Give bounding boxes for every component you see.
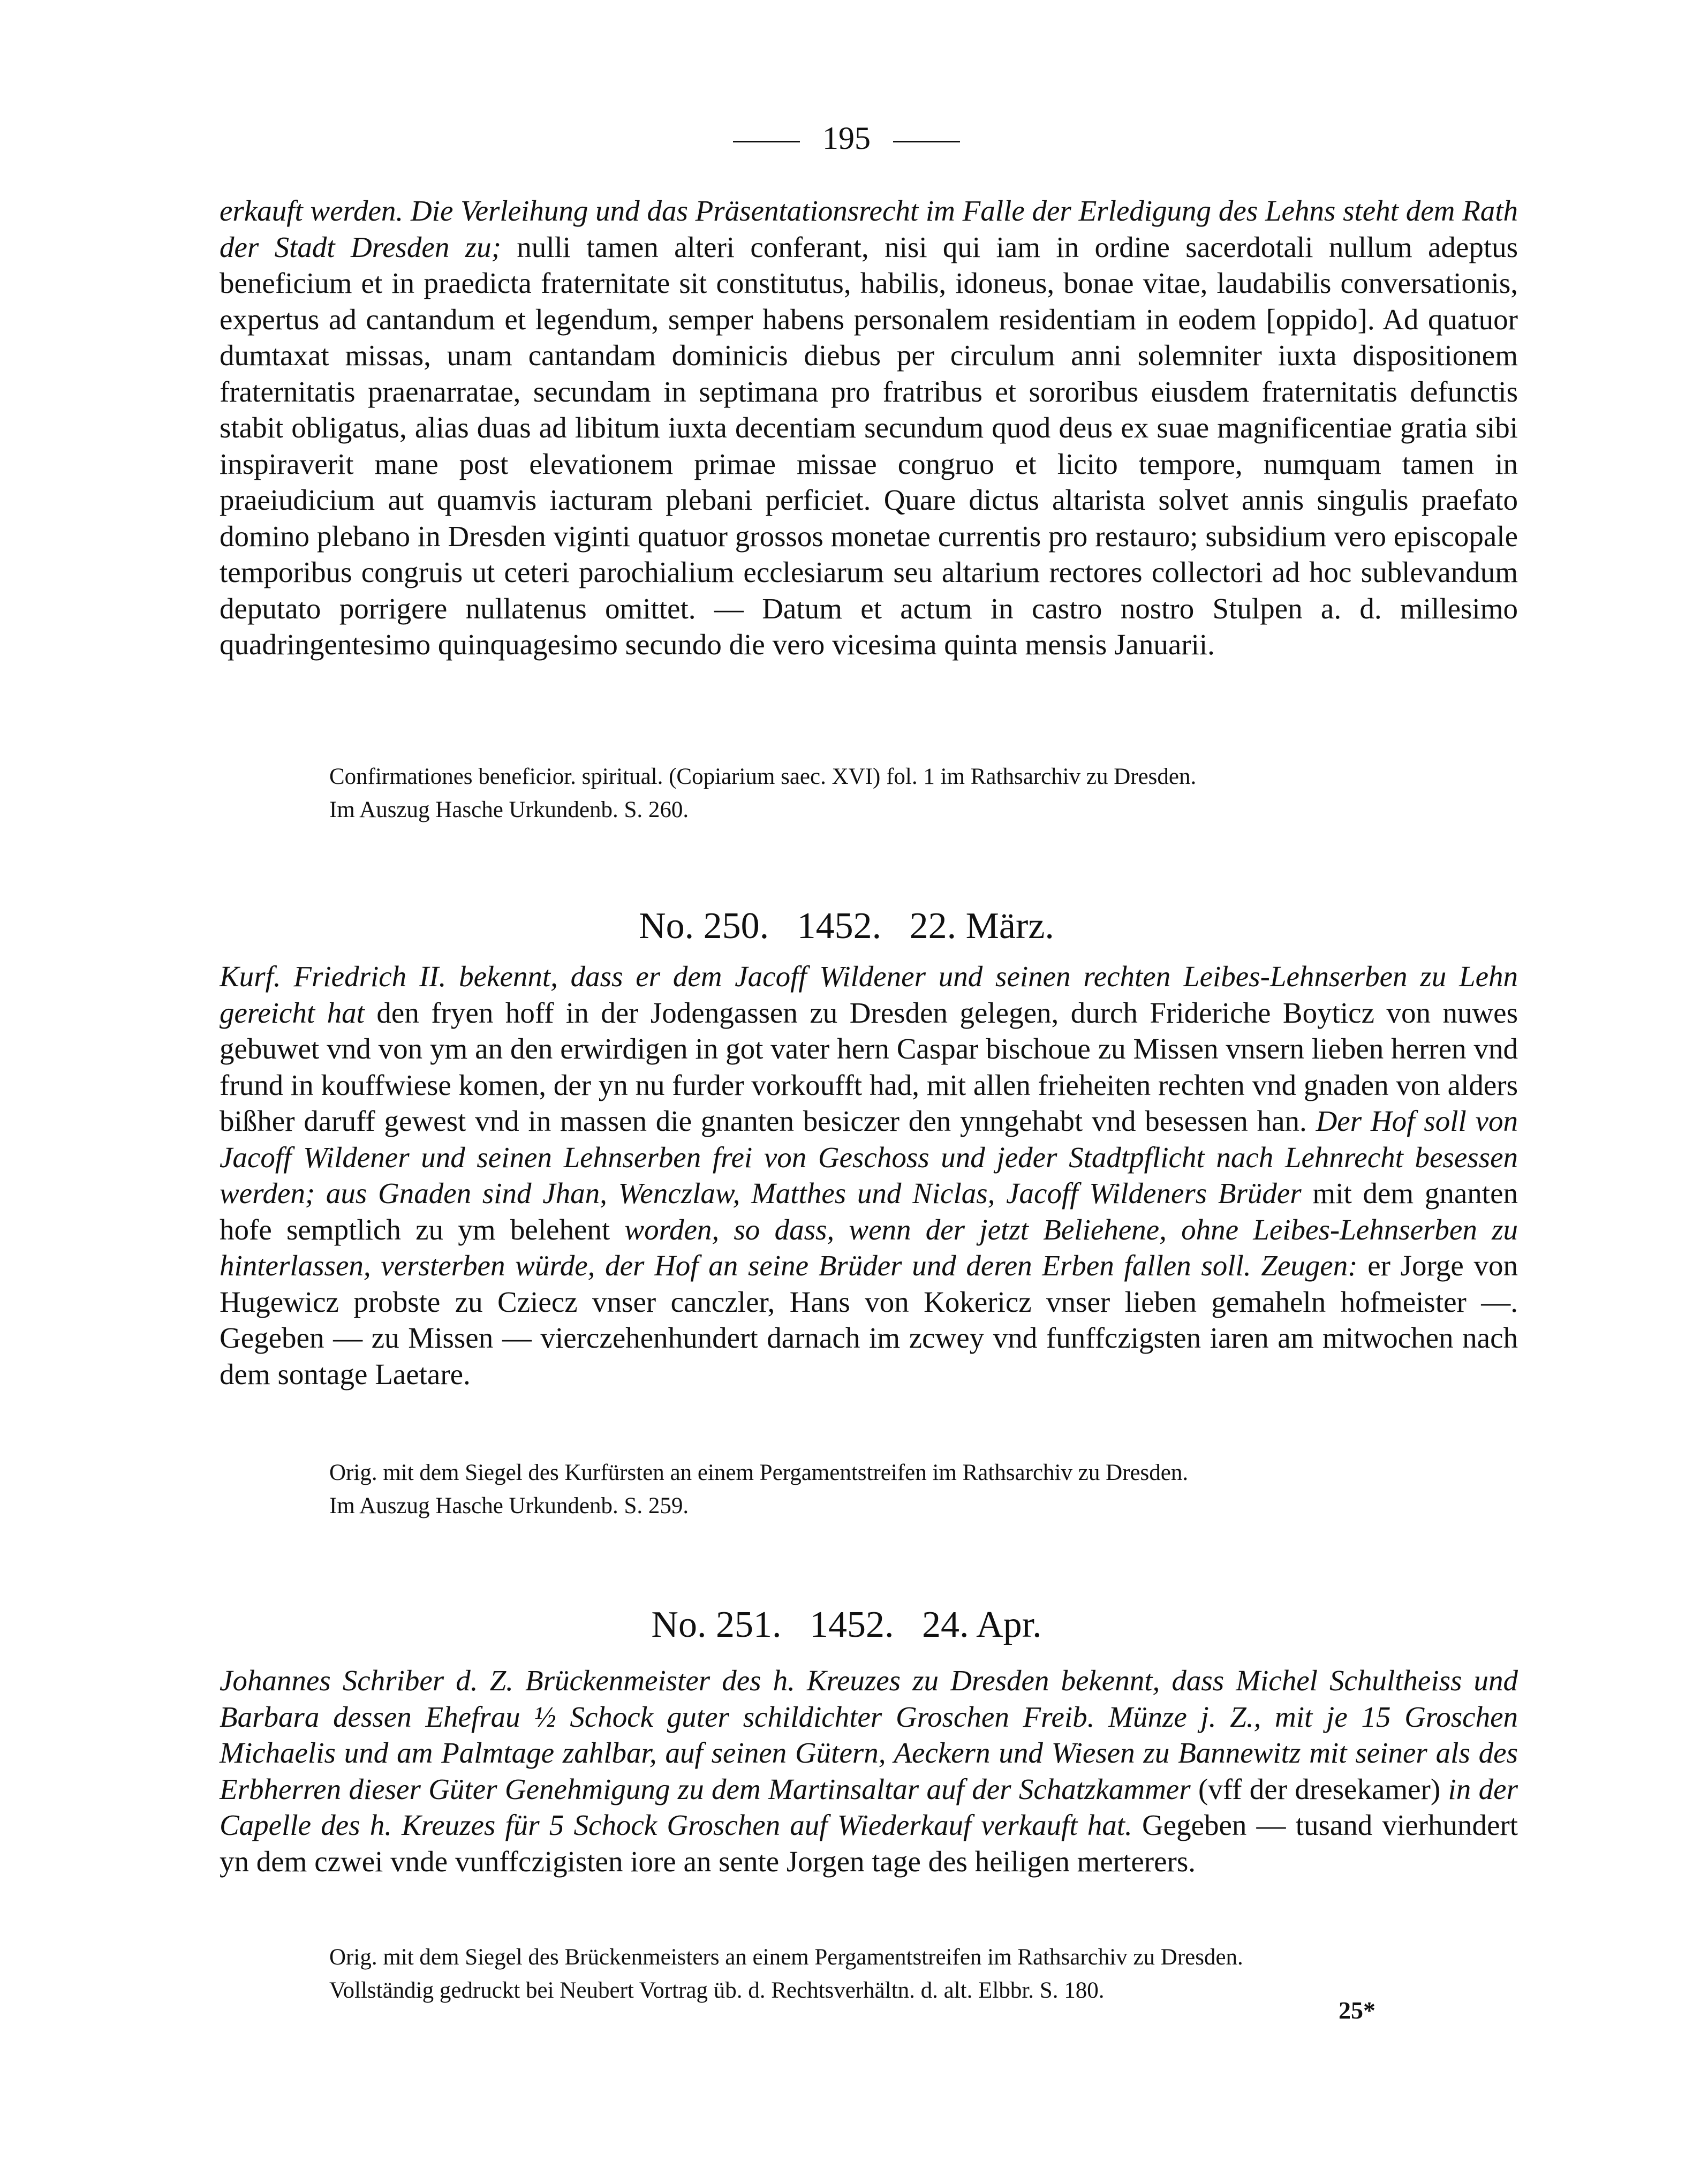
summary-text: Der Hof soll von Jacoff Wildener und seinen Lehnserben frei von Geschoss und jeder Stadtpflicht nach Lehnrecht besessen werden; aus Gnaden sind Jhan, Wenczlaw, Matthes und Niclas, Jacoff Wildeners Brüder xyxy=(220,1105,1518,1210)
quoted-text: mit dem gnanten hofe semptlich zu ym belehent xyxy=(220,1177,1518,1246)
sheet-signature: 25* xyxy=(1339,1997,1375,2024)
document-251-body xyxy=(220,1662,1518,1879)
summary-text: in der Capelle des h. Kreuzes für 5 Schock Groschen auf Wiederkauf verkauft hat. xyxy=(220,1772,1518,1841)
paragraph xyxy=(220,958,1518,1392)
source-line: Im Auszug Hasche Urkundenb. S. 259. xyxy=(329,1493,689,1518)
page-header xyxy=(0,117,1693,160)
header-rule-right xyxy=(893,141,960,142)
document-heading-251: No. 251. 1452. 24. Apr. xyxy=(651,1604,1042,1645)
summary-text: Kurf. Friedrich II. bekennt, dass er dem Jacoff Wildener und seinen rechten Leibes-Lehnserben zu Lehn gereicht hat xyxy=(220,960,1518,1029)
document-heading-250: No. 250. 1452. 22. März. xyxy=(639,905,1054,947)
quoted-text: er Jorge von Hugewicz probste zu Cziecz vnser canczler, Hans von Kokericz vnser lieben gemaheln hofmeister —. Gegeben — zu Missen — vierczehenhundert darnach im zcwey vnd funffczigsten iaren am mitwochen nach dem sontage Laetare. xyxy=(220,1249,1518,1390)
paragraph xyxy=(220,193,1518,663)
summary-text: worden, so dass, wenn der jetzt Beliehene, ohne Leibes-Lehnserben zu hinterlassen, versterben würde, der Hof an seine Brüder und deren Erben fallen soll. Zeugen: xyxy=(220,1213,1518,1282)
document-249-continuation xyxy=(220,193,1518,663)
german-summary-text: erkauft werden. Die Verleihung und das Präsentationsrecht im Falle der Erledigung des Lehns steht dem Rath der Stadt Dresden zu; xyxy=(220,194,1518,263)
page-number: 195 xyxy=(822,120,871,156)
source-note-249 xyxy=(329,760,1561,827)
quoted-text: (vff der dresekamer) xyxy=(1190,1772,1448,1805)
header-rule-left xyxy=(733,141,800,142)
paragraph xyxy=(220,1662,1518,1879)
source-line: Confirmationes beneficior. spiritual. (Copiarium saec. XVI) fol. 1 im Rathsarchiv zu Dresden. xyxy=(329,764,1197,789)
source-line: Vollständig gedruckt bei Neubert Vortrag üb. d. Rechtsverhältn. d. alt. Elbbr. S. 180. xyxy=(329,1978,1105,2003)
quoted-text: Gegeben — tusand vierhundert yn dem czwei vnde vunffczigisten iore an sente Jorgen tage des heiligen merterers. xyxy=(220,1809,1518,1878)
source-line: Orig. mit dem Siegel des Brückenmeisters an einem Pergamentstreifen im Rathsarchiv zu Dresden. xyxy=(329,1945,1243,1970)
document-250-body xyxy=(220,958,1518,1392)
source-line: Orig. mit dem Siegel des Kurfürsten an einem Pergamentstreifen im Rathsarchiv zu Dresden. xyxy=(329,1460,1189,1485)
source-note-250 xyxy=(329,1456,1561,1523)
source-line: Im Auszug Hasche Urkundenb. S. 260. xyxy=(329,797,689,822)
summary-text: Johannes Schriber d. Z. Brückenmeister des h. Kreuzes zu Dresden bekennt, dass Michel Schultheiss und Barbara dessen Ehefrau ½ Schock guter schildichter Groschen Freib. Münze j. Z., mit je 15 Groschen Michaelis und am Palmtage zahlbar, auf seinen Gütern, Aeckern und Wiesen zu Bannewitz mit seiner als des Erbherren dieser Güter Genehmigung zu dem Martinsaltar auf der Schatzkammer xyxy=(220,1664,1518,1805)
latin-text: nulli tamen alteri conferant, nisi qui iam in ordine sacerdotali nullum adeptus beneficium et in praedicta fraternitate sit constitutus, habilis, idoneus, bonae vitae, laudabilis conversationis, expertus ad cantandum et legendum, semper habens personalem residentiam in eodem [oppido]. Ad quatuor dumtaxat missas, unam cantandam dominicis diebus per circulum anni solemniter iuxta dispositionem fraternitatis praenarratae, secundam in septimana pro fratribus et sororibus eiusdem fraternitatis defunctis stabit obligatus, alias duas ad libitum iuxta decentiam secundum quod deus ex suae magnificentiae gratia sibi inspiraverit mane post elevationem primae missae congruo et licito tempore, numquam tamen in praeiudicium aut quamvis iacturam plebani perficiet. Quare dictus altarista solvet annis singulis praefato domino plebano in Dresden viginti quatuor grossos monetae currentis pro restauro; subsidium vero episcopale temporibus congruis ut ceteri parochialium ecclesiarum seu altarium rectores collectori ad hoc sublevandum deputato porrigere nullatenus omittet. — Datum et actum in castro nostro Stulpen a. d. millesimo quadringentesimo quinquagesimo secundo die vero vicesima quinta mensis Januarii. xyxy=(220,230,1518,661)
quoted-text: den fryen hoff in der Jodengassen zu Dresden gelegen, durch Frideriche Boyticz von nuwes gebuwet vnd von ym an den erwirdigen in got vater hern Caspar bischoue zu Missen vnsern lieben herren vnd frund in kouffwiese komen, der yn nu furder vorkoufft had, mit allen frieheiten rechten vnd gnaden von alders bißher daruff gewest vnd in massen die gnanten besiczer den ynngehabt vnd besessen han. xyxy=(220,996,1518,1137)
